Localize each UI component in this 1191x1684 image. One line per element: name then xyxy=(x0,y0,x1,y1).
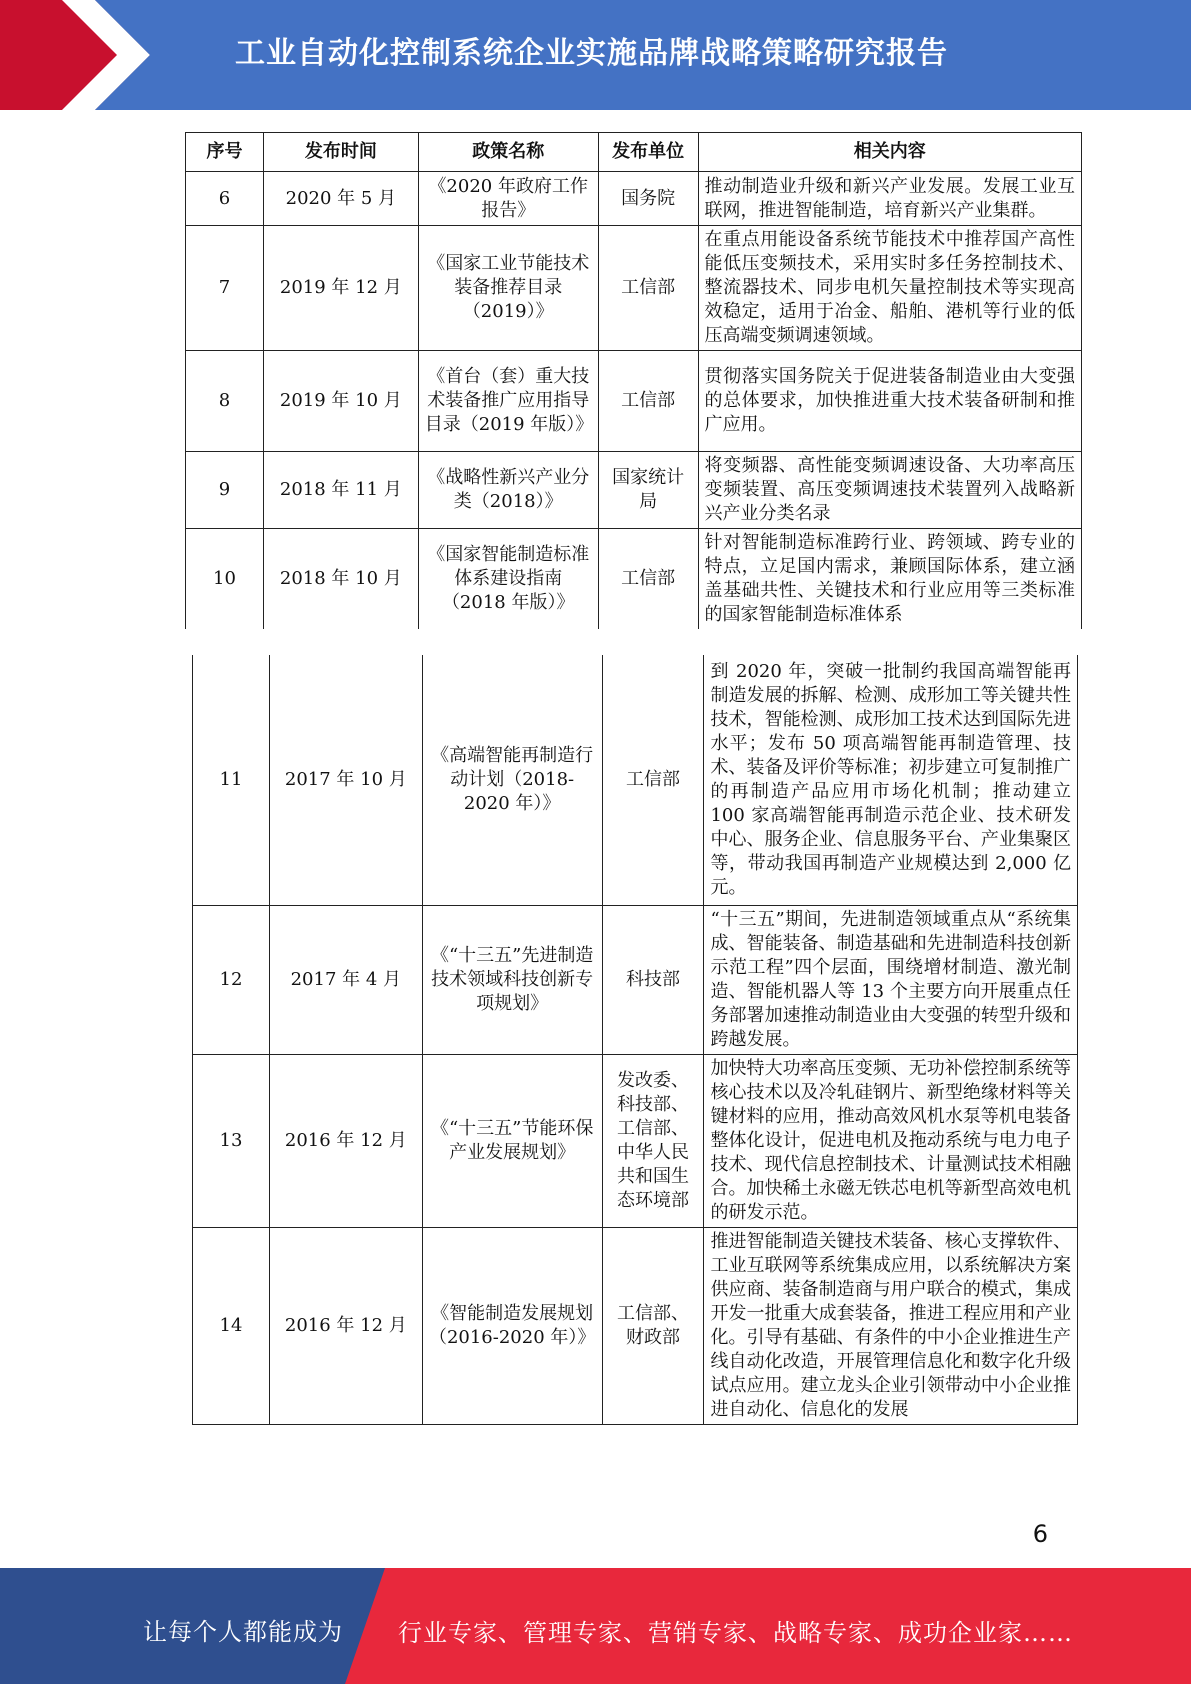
header-chevron-decoration xyxy=(0,0,150,110)
row-policy: 《高端智能再制造行动计划（2018-2020 年）》 xyxy=(422,655,602,905)
row-no: 6 xyxy=(186,172,264,226)
table-row xyxy=(186,529,1082,630)
row-unit: 工信部、财政部 xyxy=(602,1227,704,1424)
row-no: 12 xyxy=(193,905,270,1054)
row-no: 9 xyxy=(186,452,264,529)
table-row xyxy=(193,655,1078,905)
row-unit: 国家统计局 xyxy=(598,452,698,529)
row-policy: 《智能制造发展规划（2016-2020 年）》 xyxy=(422,1227,602,1424)
col-header-unit: 发布单位 xyxy=(598,133,698,172)
row-no: 8 xyxy=(186,351,264,452)
row-policy: 《“十三五”节能环保产业发展规划》 xyxy=(422,1054,602,1227)
row-content: “十三五”期间，先进制造领域重点从“系统集成、智能装备、制造基础和先进制造科技创新示范工程”四个层面，围绕增材制造、激光制造、智能机器人等 13 个主要方向开展重点任务部署加速推动制造业由大变强的转型升级和跨越发展。 xyxy=(704,905,1078,1054)
table-row xyxy=(193,905,1078,1054)
page-number: 6 xyxy=(1032,1520,1048,1548)
row-policy: 《“十三五”先进制造技术领域科技创新专项规划》 xyxy=(422,905,602,1054)
row-no: 14 xyxy=(193,1227,270,1424)
footer-slogan-left: 让每个人都能成为 xyxy=(143,1618,343,1646)
row-date: 2020 年 5 月 xyxy=(263,172,418,226)
col-header-policy: 政策名称 xyxy=(418,133,598,172)
row-content: 加快特大功率高压变频、无功补偿控制系统等核心技术以及冷轧硅钢片、新型绝缘材料等关键材料的应用，推动高效风机水泵等机电装备整体化设计，促进电机及拖动系统与电力电子技术、现代信息控制技术、计量测试技术相融合。加快稀土永磁无铁芯电机等新型高效电机的研发示范。 xyxy=(704,1054,1078,1227)
row-content: 推进智能制造关键技术装备、核心支撑软件、工业互联网等系统集成应用，以系统解决方案供应商、装备制造商与用户联合的模式，集成开发一批重大成套装备，推进工程应用和产业化。引导有基础、有条件的中小企业推进生产线自动化改造，开展管理信息化和数字化升级试点应用。建立龙头企业引领带动中小企业推进自动化、信息化的发展 xyxy=(704,1227,1078,1424)
row-date: 2017 年 4 月 xyxy=(269,905,422,1054)
row-policy: 《国家智能制造标准体系建设指南（2018 年版）》 xyxy=(418,529,598,630)
page-footer xyxy=(0,1568,1191,1684)
row-date: 2016 年 12 月 xyxy=(269,1054,422,1227)
row-date: 2019 年 12 月 xyxy=(263,226,418,351)
col-header-no: 序号 xyxy=(186,133,264,172)
table-row xyxy=(186,351,1082,452)
report-title: 工业自动化控制系统企业实施品牌战略策略研究报告 xyxy=(235,36,948,71)
row-no: 10 xyxy=(186,529,264,630)
policy-table-part1 xyxy=(185,132,1082,629)
row-content: 贯彻落实国务院关于促进装备制造业由大变强的总体要求，加快推进重大技术装备研制和推广应用。 xyxy=(698,351,1081,452)
table-row xyxy=(186,226,1082,351)
page-header xyxy=(0,0,1191,110)
row-unit: 工信部 xyxy=(602,655,704,905)
footer-slogan-right: 行业专家、管理专家、营销专家、战略专家、成功企业家…… xyxy=(398,1619,1073,1647)
row-unit: 工信部 xyxy=(598,351,698,452)
row-content: 将变频器、高性能变频调速设备、大功率高压变频装置、高压变频调速技术装置列入战略新兴产业分类名录 xyxy=(698,452,1081,529)
col-header-date: 发布时间 xyxy=(263,133,418,172)
row-no: 7 xyxy=(186,226,264,351)
table-header-row xyxy=(186,133,1082,172)
table-row xyxy=(186,452,1082,529)
col-header-content: 相关内容 xyxy=(698,133,1081,172)
table-row xyxy=(193,1054,1078,1227)
row-date: 2017 年 10 月 xyxy=(269,655,422,905)
row-unit: 工信部 xyxy=(598,226,698,351)
row-no: 11 xyxy=(193,655,270,905)
row-unit: 国务院 xyxy=(598,172,698,226)
row-date: 2018 年 11 月 xyxy=(263,452,418,529)
row-unit: 工信部 xyxy=(598,529,698,630)
row-unit: 发改委、科技部、工信部、中华人民共和国生态环境部 xyxy=(602,1054,704,1227)
row-content: 在重点用能设备系统节能技术中推荐国产高性能低压变频技术，采用实时多任务控制技术、整流器技术、同步电机矢量控制技术等实现高效稳定，适用于冶金、船舶、港机等行业的低压高端变频调速领域。 xyxy=(698,226,1081,351)
row-date: 2019 年 10 月 xyxy=(263,351,418,452)
table-row xyxy=(186,172,1082,226)
policy-table-part2 xyxy=(192,655,1078,1425)
row-policy: 《战略性新兴产业分类（2018）》 xyxy=(418,452,598,529)
row-unit: 科技部 xyxy=(602,905,704,1054)
row-date: 2018 年 10 月 xyxy=(263,529,418,630)
row-policy: 《国家工业节能技术装备推荐目录（2019）》 xyxy=(418,226,598,351)
row-content: 到 2020 年，突破一批制约我国高端智能再制造发展的拆解、检测、成形加工等关键共性技术，智能检测、成形加工技术达到国际先进水平；发布 50 项高端智能再制造管理、技术、装备及评价等标准；初步建立可复制推广的再制造产品应用市场化机制；推动建立 100 家高端智能再制造示范企业、技术研发中心、服务企业、信息服务平台、产业集聚区等，带动我国再制造产业规模达到 2,000 亿元。 xyxy=(704,655,1078,905)
row-no: 13 xyxy=(193,1054,270,1227)
table-row xyxy=(193,1227,1078,1424)
row-policy: 《2020 年政府工作报告》 xyxy=(418,172,598,226)
row-date: 2016 年 12 月 xyxy=(269,1227,422,1424)
row-content: 推动制造业升级和新兴产业发展。发展工业互联网，推进智能制造，培育新兴产业集群。 xyxy=(698,172,1081,226)
row-content: 针对智能制造标准跨行业、跨领域、跨专业的特点，立足国内需求，兼顾国际体系，建立涵盖基础共性、关键技术和行业应用等三类标准的国家智能制造标准体系 xyxy=(698,529,1081,630)
row-policy: 《首台（套）重大技术装备推广应用指导目录（2019 年版）》 xyxy=(418,351,598,452)
